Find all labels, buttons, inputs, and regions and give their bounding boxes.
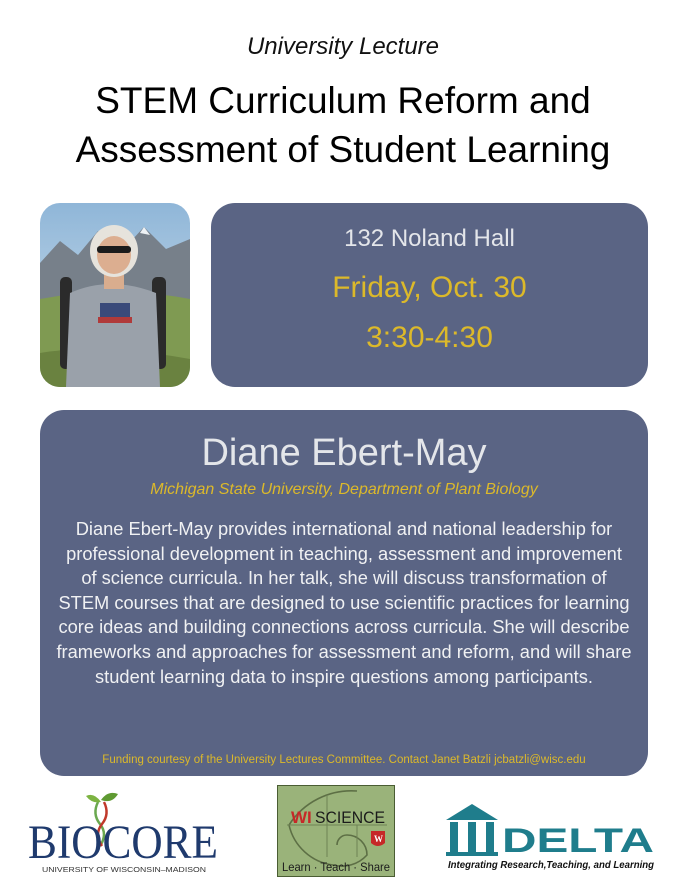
event-kicker: University Lecture bbox=[246, 33, 440, 60]
wiscience-wi: WI bbox=[291, 808, 312, 827]
biocore-wordmark: BIOCORE bbox=[28, 816, 218, 869]
title-line-2: Assessment of Student Learning bbox=[75, 129, 611, 170]
biocore-subtitle: UNIVERSITY OF WISCONSIN–MADISON bbox=[42, 867, 206, 874]
event-date: Friday, Oct. 30 bbox=[332, 271, 527, 304]
speaker-affiliation: Michigan State University, Department of Plant Biology bbox=[150, 481, 538, 498]
delta-tagline: Integrating Research,Teaching, and Learning bbox=[448, 859, 655, 871]
event-venue: 132 Noland Hall bbox=[344, 225, 515, 252]
delta-wordmark: DELTA bbox=[502, 822, 654, 860]
title-line-1: STEM Curriculum Reform and bbox=[95, 80, 591, 121]
svg-text:W: W bbox=[374, 834, 383, 844]
speaker-panel bbox=[40, 410, 648, 776]
wiscience-logo bbox=[277, 785, 395, 877]
event-details-panel bbox=[211, 203, 648, 387]
delta-logo bbox=[444, 802, 659, 872]
lecture-title bbox=[0, 76, 686, 174]
wiscience-word: SCIENCE bbox=[315, 808, 385, 827]
delta-pavilion-icon bbox=[446, 804, 498, 856]
biocore-logo bbox=[28, 792, 220, 876]
funding-note: Funding courtesy of the University Lectures Committee. Contact Janet Batzli jcbatzli@wisc.edu bbox=[102, 754, 586, 766]
wiscience-tagline: Learn · Teach · Share bbox=[282, 860, 391, 874]
speaker-photo bbox=[40, 203, 190, 387]
speaker-name: Diane Ebert-May bbox=[201, 432, 487, 474]
event-time: 3:30-4:30 bbox=[366, 321, 493, 354]
talk-abstract: Diane Ebert-May provides international and national leadership for professional development in teaching, assessment and improvement of science curricula. In her talk, she will discuss transformation of STEM courses that are designed to use scientific practices for learning core ideas and building connections across curricula. She will describe frameworks and approaches for assessment and reform, and will share student learning data to inspire questions among participants. bbox=[56, 518, 632, 687]
uw-crest-icon bbox=[371, 831, 385, 846]
